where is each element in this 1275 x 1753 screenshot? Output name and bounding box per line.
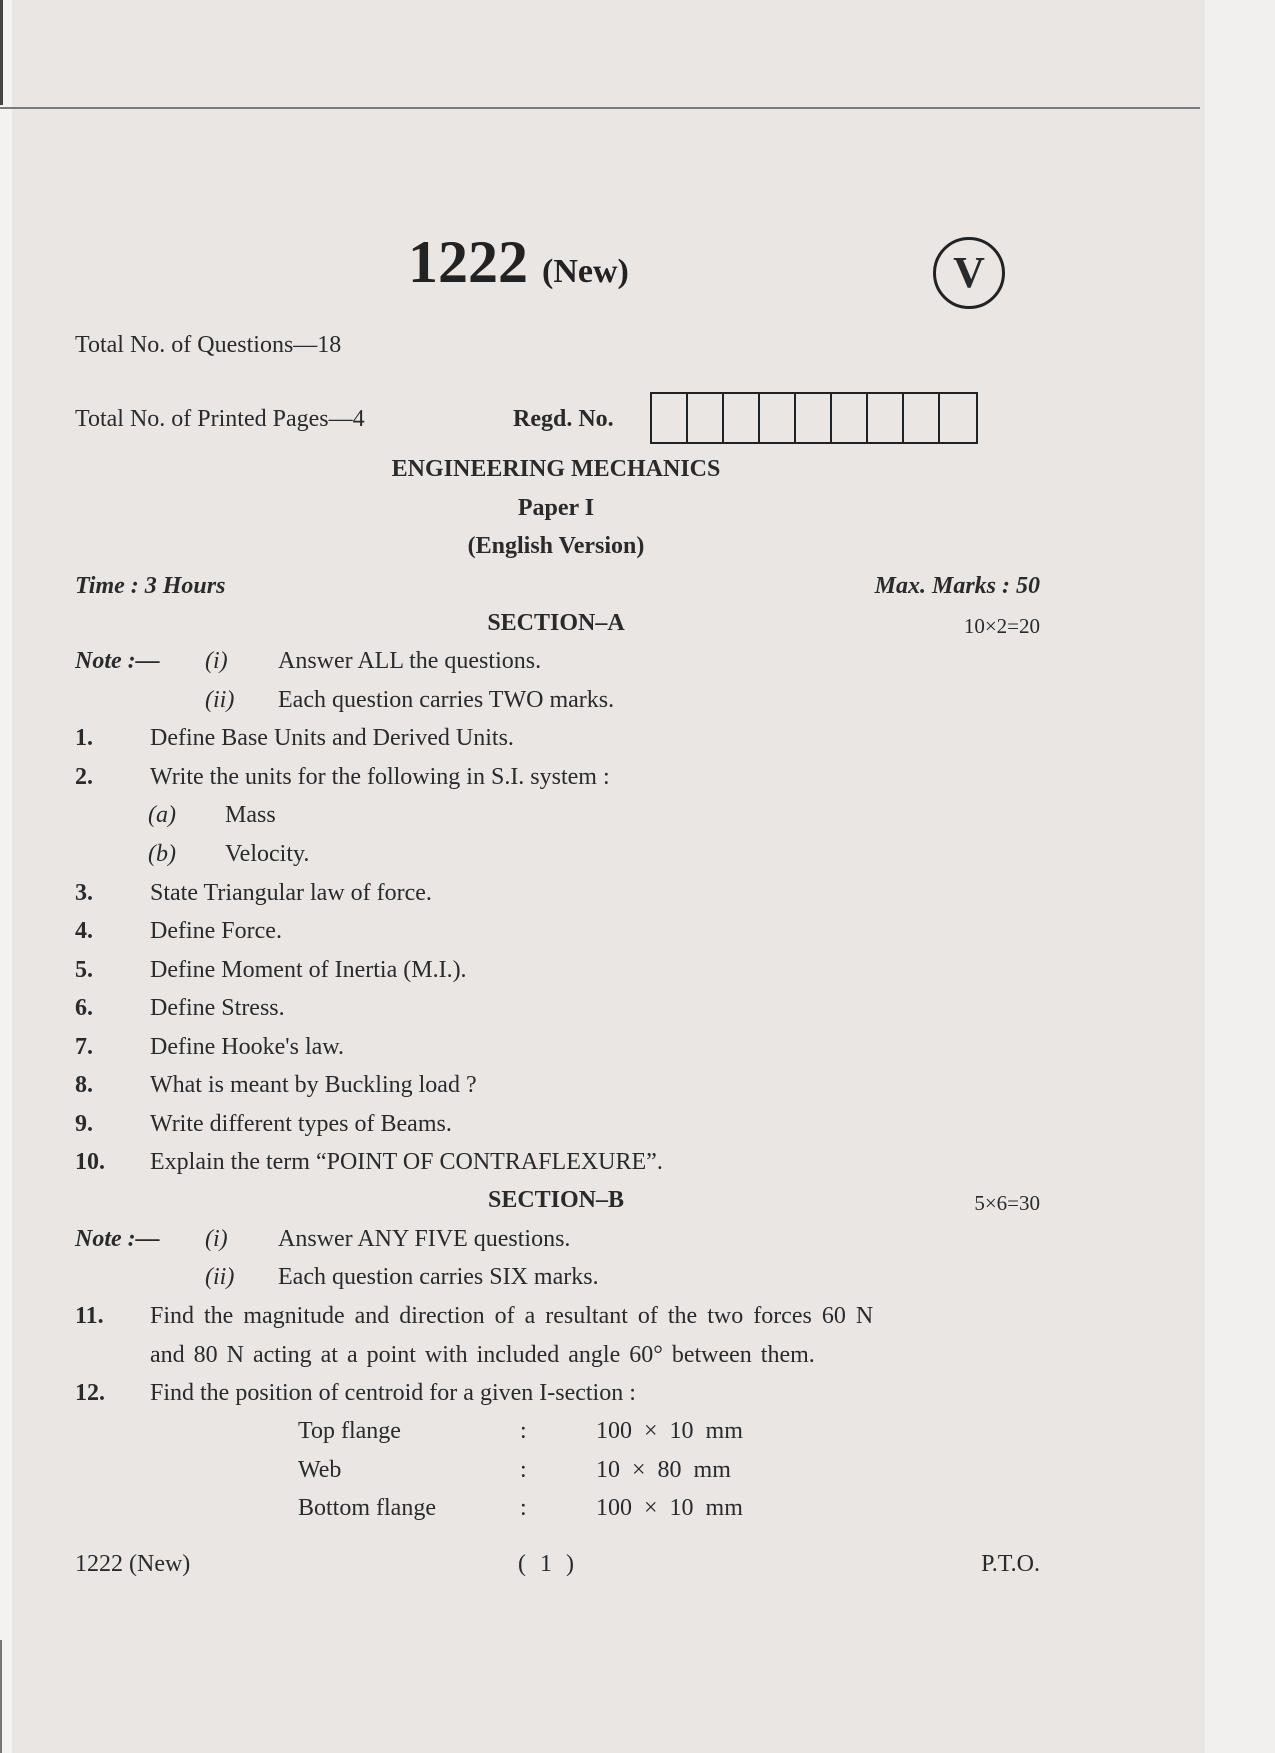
section-b-heading: SECTION–B [487,1187,625,1213]
question-number: 3. [75,880,93,906]
note-text: Answer ALL the questions. [278,648,542,674]
set-letter-badge: V [933,237,1005,309]
question-text: Define Base Units and Derived Units. [150,725,514,751]
question-number: 8. [75,1072,93,1098]
paper-version-tag: (New) [542,253,629,290]
note-numeral: (i) [205,1226,228,1252]
subpart-text: Velocity. [225,841,310,867]
question-number: 10. [75,1149,105,1175]
question-number: 11. [75,1303,104,1329]
subpart-label: (b) [148,841,176,867]
regd-box [940,394,976,442]
question-number: 1. [75,725,93,751]
question-number: 6. [75,995,93,1021]
question-number: 12. [75,1380,105,1406]
note-text: Answer ANY FIVE questions. [278,1226,571,1252]
regd-label: Regd. No. [513,406,614,432]
regd-box [796,394,832,442]
footer-pto: P.T.O. [981,1551,1040,1577]
question-text: Find the position of centroid for a given I-section : [150,1380,636,1406]
time-allowed: Time : 3 Hours [75,573,226,599]
question-number: 7. [75,1034,93,1060]
paper-number: Paper I [517,495,595,521]
section-spec-separator: : [520,1457,527,1483]
section-b-marks: 5×6=30 [974,1191,1040,1215]
question-number: 5. [75,957,93,983]
question-text: Write different types of Beams. [150,1111,452,1137]
section-spec-value: 100 × 10 mm [596,1418,743,1444]
question-text: Define Moment of Inertia (M.I.). [150,957,467,983]
section-spec-value: 100 × 10 mm [596,1495,743,1521]
regd-box [904,394,940,442]
question-text: Define Hooke's law. [150,1034,345,1060]
question-number: 4. [75,918,93,944]
note-numeral: (i) [205,648,228,674]
section-a-note-label: Note :— [75,648,160,674]
question-text: Find the magnitude and direction of a resultant of the two forces 60 N [150,1303,874,1329]
question-number: 9. [75,1111,93,1137]
regd-box [760,394,796,442]
subpart-label: (a) [148,802,176,828]
question-text: State Triangular law of force. [150,880,432,906]
regd-box [688,394,724,442]
footer-paper-code: 1222 (New) [75,1551,191,1577]
question-text-continued: and 80 N acting at a point with included angle 60° between them. [150,1342,815,1368]
question-text: Define Stress. [150,995,285,1021]
note-text: Each question carries SIX marks. [278,1264,599,1290]
note-numeral: (ii) [205,1264,235,1290]
section-spec-label: Web [298,1457,342,1483]
regd-box [832,394,868,442]
question-text: Write the units for the following in S.I. system : [150,764,610,790]
paper-code: 1222 [408,229,528,295]
total-pages: Total No. of Printed Pages—4 [75,406,365,432]
regd-box [724,394,760,442]
section-spec-label: Bottom flange [298,1495,436,1521]
max-marks: Max. Marks : 50 [874,573,1040,599]
question-text: Define Force. [150,918,282,944]
question-text: What is meant by Buckling load ? [150,1072,477,1098]
note-text: Each question carries TWO marks. [278,687,615,713]
version-label: (English Version) [467,533,645,559]
question-number: 2. [75,764,93,790]
footer-page-number: ( 1 ) [518,1551,574,1577]
section-a-marks: 10×2=20 [963,614,1040,638]
total-questions: Total No. of Questions—18 [75,332,342,358]
subpart-text: Mass [225,802,276,828]
regd-number-boxes [650,392,978,444]
regd-box [868,394,904,442]
paper-code-block [408,228,629,297]
section-spec-separator: : [520,1495,527,1521]
note-numeral: (ii) [205,687,235,713]
regd-box [652,394,688,442]
question-text: Explain the term “POINT OF CONTRAFLEXURE”. [150,1149,663,1175]
section-spec-label: Top flange [298,1418,401,1444]
section-b-note-label: Note :— [75,1226,160,1252]
section-spec-value: 10 × 80 mm [596,1457,731,1483]
subject-title: ENGINEERING MECHANICS [391,456,721,482]
section-spec-separator: : [520,1418,527,1444]
section-a-heading: SECTION–A [487,610,625,636]
